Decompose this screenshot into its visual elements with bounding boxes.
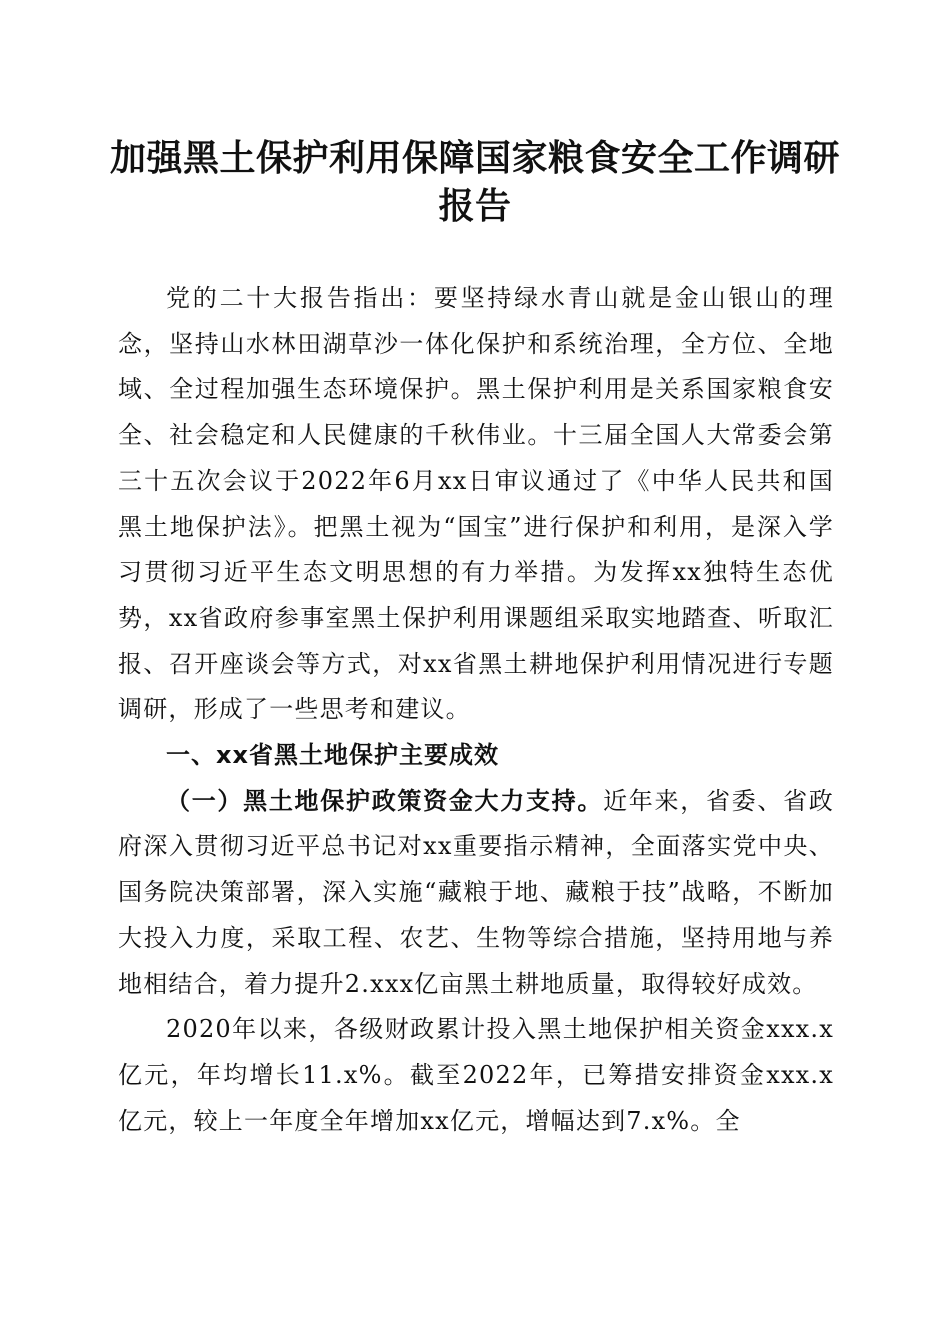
subsection-body: 近年来，省委、省政府深入贯彻习近平总书记对xx重要指示精神，全面落实党中央、国务院决策部署，深入实施“藏粮于地、藏粮于技”战略，不断加大投入力度，采取工程、农艺、生物等综合措施，坚持用地与养地相结合，着力提升2.xxx亿亩黑土耕地质量，取得较好成效。 [118, 786, 834, 998]
funds-paragraph: 2020年以来，各级财政累计投入黑土地保护相关资金xxx.x亿元，年均增长11.x%。截至2022年，已筹措安排资金xxx.x亿元，较上一年度全年增加xx亿元，增幅达到7.x%。全 [118, 1015, 834, 1135]
document-body [118, 276, 834, 1144]
section-heading: 一、xx省黑土地保护主要成效 [166, 741, 499, 770]
document-title: 加强黑土保护利用保障国家粮食安全工作调研报告 [110, 137, 841, 227]
subsection-paragraph [118, 779, 834, 1008]
intro-paragraph: 党的二十大报告指出：要坚持绿水青山就是金山银山的理念，坚持山水林田湖草沙一体化保护和系统治理，全方位、全地域、全过程加强生态环境保护。黑土保护利用是关系国家粮食安全、社会稳定和人民健康的千秋伟业。十三届全国人大常委会第三十五次会议于2022年6月xx日审议通过了《中华人民共和国黑土地保护法》。把黑土视为“国宝”进行保护和利用，是深入学习贯彻习近平生态文明思想的有力举措。为发挥xx独特生态优势，xx省政府参事室黑土保护利用课题组采取实地踏查、听取汇报、召开座谈会等方式，对xx省黑土耕地保护利用情况进行专题调研，形成了一些思考和建议。 [118, 284, 834, 724]
subsection-heading: （一）黑土地保护政策资金大力支持。 [166, 786, 604, 815]
